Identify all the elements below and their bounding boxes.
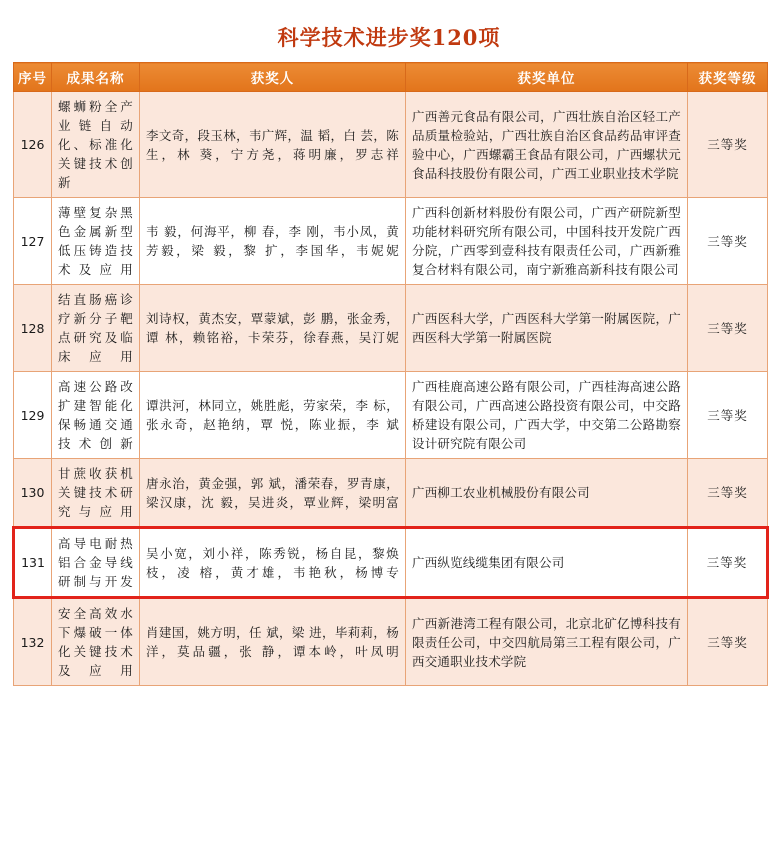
cell-award-level: 三等奖 [688, 285, 768, 372]
page-title: 科学技术进步奖120项 [277, 25, 501, 50]
table-header-row [14, 63, 768, 92]
cell-awardees: 韦 毅，何海平，柳 春，李 刚，韦小凤，黄芳毅，梁 毅，黎 扩，李国华，韦妮妮 [140, 198, 406, 285]
cell-awardees: 李文奇，段玉林，韦广辉，温 韬，白 芸，陈 生，林 葵，宁方尧，蒋明廉，罗志祥 [140, 92, 406, 198]
cell-award-unit: 广西柳工农业机械股份有限公司 [406, 459, 688, 528]
column-header-unit: 获奖单位 [406, 63, 688, 92]
cell-award-unit: 广西新港湾工程有限公司，北京北矿亿博科技有限责任公司，中交四航局第三工程有限公司，广西交通职业技术学院 [406, 598, 688, 686]
cell-achievement-name: 结直肠癌诊疗新分子靶点研究及临床应用 [52, 285, 140, 372]
cell-serial-number: 130 [14, 459, 52, 528]
table-row [14, 372, 768, 459]
awards-table-body [14, 92, 768, 686]
table-row [14, 459, 768, 528]
cell-awardees: 唐永治，黄金强，郭 斌，潘荣春，罗青康，梁汉康，沈 毅，吴进炎，覃业辉，梁明富 [140, 459, 406, 528]
cell-awardees: 吴小宽，刘小祥，陈秀锐，杨自昆，黎焕枝，凌 榕，黄才雄，韦艳秋，杨博专 [140, 528, 406, 598]
cell-award-unit: 广西医科大学，广西医科大学第一附属医院，广西医科大学第一附属医院 [406, 285, 688, 372]
awards-table [12, 62, 769, 686]
table-row [14, 92, 768, 198]
cell-award-level: 三等奖 [688, 372, 768, 459]
table-row [14, 528, 768, 598]
table-row [14, 198, 768, 285]
cell-award-unit: 广西桂鹿高速公路有限公司，广西桂海高速公路有限公司，广西高速公路投资有限公司，中交路桥建设有限公司，广西大学，中交第二公路勘察设计研究院有限公司 [406, 372, 688, 459]
cell-achievement-name: 螺蛳粉全产业链自动化、标准化关键技术创新 [52, 92, 140, 198]
column-header-name: 成果名称 [52, 63, 140, 92]
cell-serial-number: 128 [14, 285, 52, 372]
cell-award-unit: 广西善元食品有限公司，广西壮族自治区轻工产品质量检验站，广西壮族自治区食品药品审评查验中心，广西螺霸王食品有限公司，广西螺状元食品科技股份有限公司，广西工业职业技术学院 [406, 92, 688, 198]
cell-serial-number: 131 [14, 528, 52, 598]
cell-award-level: 三等奖 [688, 528, 768, 598]
cell-achievement-name: 甘蔗收获机关键技术研究与应用 [52, 459, 140, 528]
cell-award-unit: 广西科创新材料股份有限公司，广西产研院新型功能材料研究所有限公司，中国科技开发院广西分院，广西零到壹科技有限责任公司，广西新雅复合材料有限公司，南宁新雅高新科技有限公司 [406, 198, 688, 285]
column-header-level: 获奖等级 [688, 63, 768, 92]
cell-award-level: 三等奖 [688, 459, 768, 528]
cell-achievement-name: 薄壁复杂黑色金属新型低压铸造技术及应用 [52, 198, 140, 285]
column-header-no: 序号 [14, 63, 52, 92]
cell-award-unit: 广西纵览线缆集团有限公司 [406, 528, 688, 598]
cell-serial-number: 129 [14, 372, 52, 459]
cell-awardees: 谭洪河，林同立，姚胜彪，劳家荣，李 标，张永奇，赵艳纳，覃 悦，陈业振，李 斌 [140, 372, 406, 459]
cell-awardees: 肖建国，姚方明，任 斌，梁 进，毕莉莉，杨 洋，莫品疆，张 静，谭本岭，叶凤明 [140, 598, 406, 686]
cell-achievement-name: 高速公路改扩建智能化保畅通交通技术创新 [52, 372, 140, 459]
table-row [14, 285, 768, 372]
cell-serial-number: 127 [14, 198, 52, 285]
column-header-people: 获奖人 [140, 63, 406, 92]
cell-award-level: 三等奖 [688, 92, 768, 198]
table-row [14, 598, 768, 686]
cell-awardees: 刘诗权，黄杰安，覃蒙斌，彭 鹏，张金秀，谭 林，赖铭裕，卡荣芬，徐春燕，吴汀妮 [140, 285, 406, 372]
cell-award-level: 三等奖 [688, 598, 768, 686]
cell-serial-number: 126 [14, 92, 52, 198]
cell-serial-number: 132 [14, 598, 52, 686]
cell-achievement-name: 高导电耐热铝合金导线研制与开发 [52, 528, 140, 598]
cell-achievement-name: 安全高效水下爆破一体化关键技术及应用 [52, 598, 140, 686]
cell-award-level: 三等奖 [688, 198, 768, 285]
